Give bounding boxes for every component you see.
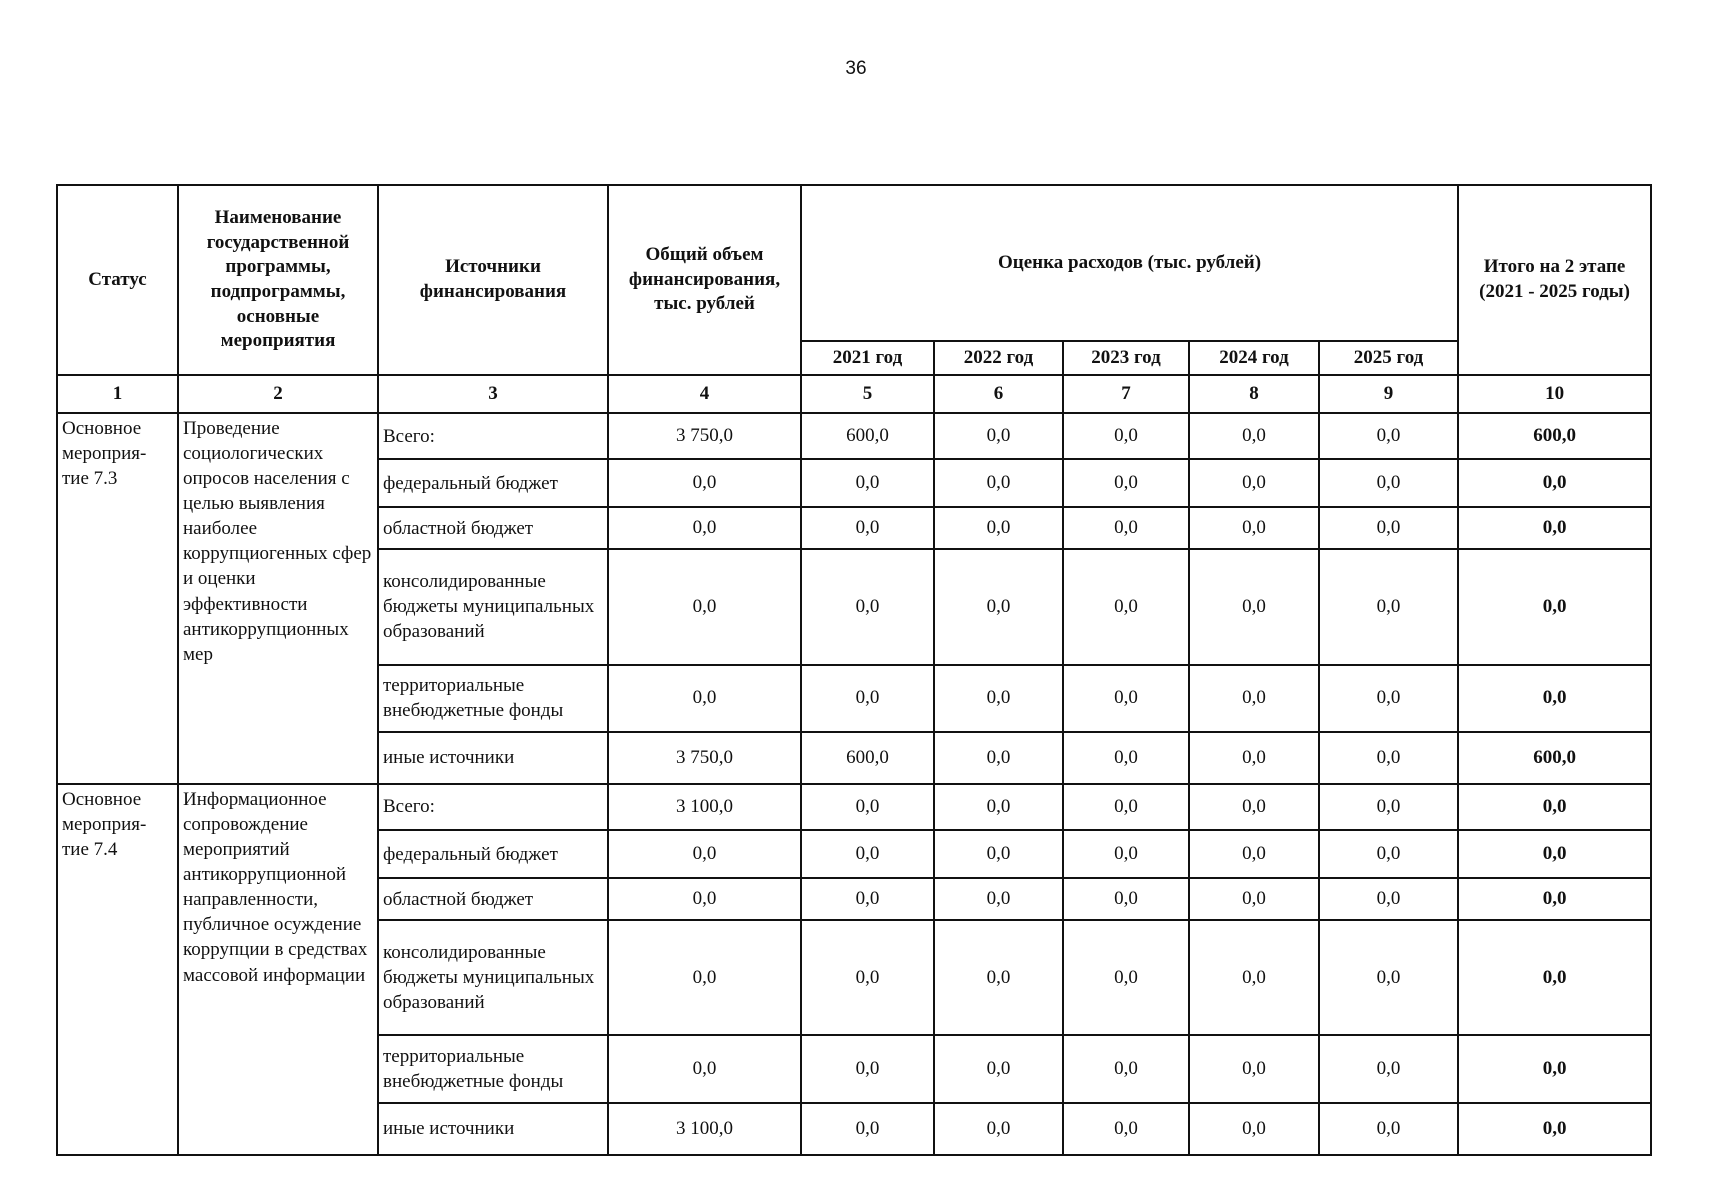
column-number: 4	[608, 375, 801, 413]
financing-table	[56, 184, 1652, 1156]
column-number: 1	[57, 375, 178, 413]
year-value-cell: 0,0	[1189, 549, 1319, 664]
year-value-cell: 0,0	[801, 665, 934, 732]
year-value-cell: 0,0	[1063, 732, 1189, 784]
stage-total-cell: 0,0	[1458, 920, 1651, 1035]
table-row	[57, 784, 1651, 830]
column-number: 10	[1458, 375, 1651, 413]
year-value-cell: 0,0	[1063, 549, 1189, 664]
year-value-cell: 0,0	[934, 830, 1063, 878]
year-value-cell: 0,0	[934, 413, 1063, 459]
stage-total-cell: 600,0	[1458, 732, 1651, 784]
year-value-cell: 0,0	[1189, 830, 1319, 878]
year-value-cell: 0,0	[934, 1035, 1063, 1102]
year-value-cell: 0,0	[1319, 507, 1458, 549]
activity-status: Основное мероприя-тие 7.3	[57, 413, 178, 784]
stage-total-cell: 0,0	[1458, 665, 1651, 732]
year-value-cell: 0,0	[934, 549, 1063, 664]
stage-total-cell: 0,0	[1458, 549, 1651, 664]
year-value-cell: 0,0	[801, 549, 934, 664]
year-value-cell: 0,0	[1063, 1035, 1189, 1102]
year-value-cell: 0,0	[1189, 1103, 1319, 1155]
year-value-cell: 0,0	[934, 507, 1063, 549]
year-value-cell: 600,0	[801, 732, 934, 784]
year-value-cell: 0,0	[1189, 665, 1319, 732]
year-value-cell: 0,0	[934, 1103, 1063, 1155]
header-year: 2021 год	[801, 341, 934, 375]
year-value-cell: 0,0	[1063, 830, 1189, 878]
year-value-cell: 0,0	[1063, 920, 1189, 1035]
total-volume-cell: 3 100,0	[608, 1103, 801, 1155]
year-value-cell: 0,0	[1063, 665, 1189, 732]
header-estimate: Оценка расходов (тыс. рублей)	[801, 185, 1458, 341]
year-value-cell: 0,0	[801, 1103, 934, 1155]
year-value-cell: 0,0	[934, 920, 1063, 1035]
year-value-cell: 0,0	[1189, 878, 1319, 920]
year-value-cell: 0,0	[1319, 784, 1458, 830]
year-value-cell: 0,0	[1319, 549, 1458, 664]
column-number: 8	[1189, 375, 1319, 413]
header-name: Наименование государственной программы, подпрограммы, основные мероприятия	[178, 185, 378, 375]
column-number: 5	[801, 375, 934, 413]
year-value-cell: 0,0	[801, 459, 934, 507]
year-value-cell: 0,0	[1319, 459, 1458, 507]
column-number: 6	[934, 375, 1063, 413]
year-value-cell: 0,0	[1319, 413, 1458, 459]
year-value-cell: 0,0	[934, 878, 1063, 920]
year-value-cell: 0,0	[1063, 507, 1189, 549]
year-value-cell: 0,0	[801, 878, 934, 920]
stage-total-cell: 0,0	[1458, 1103, 1651, 1155]
total-volume-cell: 3 750,0	[608, 413, 801, 459]
stage-total-cell: 0,0	[1458, 507, 1651, 549]
funding-source: территориальные внебюджетные фонды	[378, 665, 608, 732]
column-number: 7	[1063, 375, 1189, 413]
year-value-cell: 0,0	[1189, 920, 1319, 1035]
year-value-cell: 0,0	[1189, 784, 1319, 830]
year-value-cell: 0,0	[801, 507, 934, 549]
funding-source: Всего:	[378, 784, 608, 830]
stage-total-cell: 0,0	[1458, 459, 1651, 507]
header-sources: Источники финансирования	[378, 185, 608, 375]
header-year: 2024 год	[1189, 341, 1319, 375]
header-status: Статус	[57, 185, 178, 375]
funding-source: областной бюджет	[378, 507, 608, 549]
year-value-cell: 0,0	[1189, 413, 1319, 459]
activity-name: Информационное сопровождение мероприятий антикоррупционной направленности, публичное осуждение коррупции в средствах массовой информации	[178, 784, 378, 1155]
total-volume-cell: 0,0	[608, 507, 801, 549]
year-value-cell: 0,0	[1063, 784, 1189, 830]
total-volume-cell: 0,0	[608, 1035, 801, 1102]
funding-source: Всего:	[378, 413, 608, 459]
year-value-cell: 0,0	[934, 459, 1063, 507]
page-number: 36	[845, 58, 867, 79]
header-year: 2022 год	[934, 341, 1063, 375]
year-value-cell: 0,0	[1063, 1103, 1189, 1155]
year-value-cell: 0,0	[801, 920, 934, 1035]
year-value-cell: 0,0	[934, 784, 1063, 830]
activity-status: Основное мероприя-тие 7.4	[57, 784, 178, 1155]
stage-total-cell: 0,0	[1458, 878, 1651, 920]
activity-name: Проведение социологических опросов населения с целью выявления наиболее коррупциогенных сфер и оценки эффективности антикоррупционных мер	[178, 413, 378, 784]
year-value-cell: 600,0	[801, 413, 934, 459]
year-value-cell: 0,0	[1319, 1103, 1458, 1155]
year-value-cell: 0,0	[1063, 413, 1189, 459]
year-value-cell: 0,0	[1189, 507, 1319, 549]
year-value-cell: 0,0	[1189, 1035, 1319, 1102]
funding-source: федеральный бюджет	[378, 459, 608, 507]
column-number: 9	[1319, 375, 1458, 413]
year-value-cell: 0,0	[1189, 732, 1319, 784]
column-number: 3	[378, 375, 608, 413]
year-value-cell: 0,0	[1319, 1035, 1458, 1102]
table-row	[57, 413, 1651, 459]
total-volume-cell: 0,0	[608, 878, 801, 920]
total-volume-cell: 0,0	[608, 459, 801, 507]
funding-source: консолидированные бюджеты муниципальных образований	[378, 549, 608, 664]
year-value-cell: 0,0	[801, 830, 934, 878]
total-volume-cell: 3 100,0	[608, 784, 801, 830]
year-value-cell: 0,0	[1319, 732, 1458, 784]
total-volume-cell: 0,0	[608, 549, 801, 664]
year-value-cell: 0,0	[1319, 920, 1458, 1035]
column-number: 2	[178, 375, 378, 413]
stage-total-cell: 0,0	[1458, 1035, 1651, 1102]
stage-total-cell: 0,0	[1458, 784, 1651, 830]
year-value-cell: 0,0	[1319, 878, 1458, 920]
total-volume-cell: 0,0	[608, 920, 801, 1035]
stage-total-cell: 600,0	[1458, 413, 1651, 459]
total-volume-cell: 3 750,0	[608, 732, 801, 784]
header-total: Итого на 2 этапе (2021 - 2025 годы)	[1458, 185, 1651, 375]
total-volume-cell: 0,0	[608, 665, 801, 732]
year-value-cell: 0,0	[934, 732, 1063, 784]
header-volume: Общий объем финансирования, тыс. рублей	[608, 185, 801, 375]
total-volume-cell: 0,0	[608, 830, 801, 878]
funding-source: консолидированные бюджеты муниципальных образований	[378, 920, 608, 1035]
header-year: 2023 год	[1063, 341, 1189, 375]
header-year: 2025 год	[1319, 341, 1458, 375]
funding-source: иные источники	[378, 732, 608, 784]
year-value-cell: 0,0	[934, 665, 1063, 732]
year-value-cell: 0,0	[1319, 665, 1458, 732]
year-value-cell: 0,0	[1063, 878, 1189, 920]
year-value-cell: 0,0	[801, 784, 934, 830]
funding-source: иные источники	[378, 1103, 608, 1155]
year-value-cell: 0,0	[1189, 459, 1319, 507]
funding-source: федеральный бюджет	[378, 830, 608, 878]
year-value-cell: 0,0	[801, 1035, 934, 1102]
funding-source: областной бюджет	[378, 878, 608, 920]
funding-source: территориальные внебюджетные фонды	[378, 1035, 608, 1102]
year-value-cell: 0,0	[1063, 459, 1189, 507]
stage-total-cell: 0,0	[1458, 830, 1651, 878]
year-value-cell: 0,0	[1319, 830, 1458, 878]
